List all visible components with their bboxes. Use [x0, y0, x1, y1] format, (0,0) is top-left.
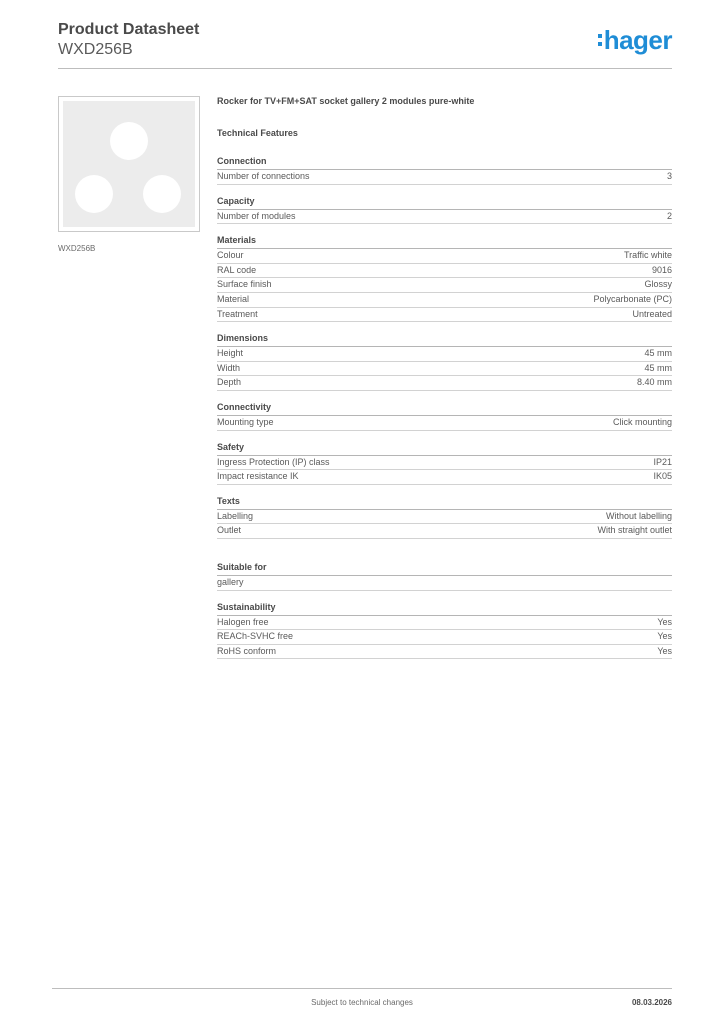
- product-code: WXD256B: [58, 41, 133, 58]
- section-title: Connectivity: [217, 401, 672, 416]
- feature-row: [217, 510, 672, 525]
- feature-row: [217, 249, 672, 264]
- feature-value: Polycarbonate (PC): [593, 293, 672, 304]
- feature-value: Yes: [657, 616, 672, 627]
- feature-label: Material: [217, 293, 250, 304]
- feature-label: Number of connections: [217, 171, 310, 181]
- feature-section: [217, 601, 672, 660]
- section-title: Capacity: [217, 195, 672, 210]
- feature-row: [217, 347, 672, 362]
- feature-row: [217, 293, 672, 308]
- footer-date: 08.03.2026: [631, 998, 672, 1007]
- header-divider: [58, 68, 672, 69]
- feature-section: [217, 332, 672, 391]
- feature-value: Yes: [657, 645, 672, 656]
- feature-row: [217, 362, 672, 377]
- section-title: Sustainability: [217, 601, 672, 616]
- feature-section: [217, 234, 672, 322]
- feature-value: 9016: [651, 264, 672, 275]
- datasheet-content: [217, 96, 672, 669]
- feature-value: Without labelling: [605, 510, 672, 521]
- socket-hole-left: [75, 175, 113, 213]
- feature-value: Traffic white: [623, 250, 672, 261]
- feature-section: [217, 401, 672, 431]
- page-title: Product Datasheet: [58, 21, 200, 38]
- feature-label: Impact resistance IK: [217, 471, 299, 482]
- feature-label: REACh-SVHC free: [217, 631, 294, 642]
- feature-label: Labelling: [217, 510, 254, 521]
- feature-label: Halogen free: [217, 616, 269, 627]
- logo-dots-icon: [598, 34, 602, 46]
- section-title: Safety: [217, 441, 672, 456]
- feature-label: Mounting type: [217, 416, 274, 427]
- feature-value: 45 mm: [644, 348, 672, 359]
- feature-value: IP21: [653, 456, 672, 467]
- logo-text: hager: [603, 25, 672, 55]
- feature-value: IK05: [653, 471, 672, 482]
- feature-label: gallery: [217, 576, 244, 587]
- section-title: Suitable for: [217, 561, 672, 576]
- feature-section: [217, 195, 672, 225]
- feature-row: [217, 524, 672, 539]
- cover-plate-illustration: [63, 101, 195, 227]
- feature-sections: [217, 155, 672, 659]
- feature-label: RAL code: [217, 264, 257, 275]
- feature-value: Yes: [657, 631, 672, 642]
- product-image: [58, 96, 200, 232]
- feature-value: Untreated: [632, 308, 672, 319]
- feature-label: Surface finish: [217, 279, 272, 290]
- feature-value: Click mounting: [612, 416, 672, 427]
- feature-value: 8.40 mm: [636, 377, 672, 388]
- section-title: Connection: [217, 155, 672, 170]
- technical-features-heading: Technical Features: [217, 128, 298, 138]
- section-title: Texts: [217, 495, 672, 510]
- page-header: [58, 20, 199, 60]
- footer-note: Subject to technical changes: [311, 998, 413, 1007]
- feature-row: [217, 308, 672, 323]
- feature-row: [217, 630, 672, 645]
- feature-section: [217, 155, 672, 185]
- product-description: Rocker for TV+FM+SAT socket gallery 2 modules pure-white: [217, 96, 475, 106]
- feature-row: [217, 456, 672, 471]
- section-title: Dimensions: [217, 332, 672, 347]
- feature-value: With straight outlet: [597, 525, 672, 536]
- feature-row: [217, 645, 672, 660]
- image-caption: WXD256B: [58, 244, 96, 253]
- feature-label: Number of modules: [217, 210, 296, 221]
- feature-section: [217, 495, 672, 539]
- feature-row: [217, 616, 672, 631]
- feature-label: Outlet: [217, 525, 242, 536]
- feature-value: 3: [666, 171, 672, 181]
- feature-label: Ingress Protection (IP) class: [217, 456, 330, 467]
- feature-label: Treatment: [217, 308, 258, 319]
- socket-hole-top: [110, 122, 148, 160]
- feature-row: [217, 576, 672, 591]
- feature-row: [217, 170, 672, 185]
- feature-section: [217, 441, 672, 485]
- feature-value: 45 mm: [644, 362, 672, 373]
- feature-row: [217, 376, 672, 391]
- feature-value: Glossy: [644, 279, 672, 290]
- socket-hole-right: [143, 175, 181, 213]
- feature-value: 2: [666, 210, 672, 221]
- brand-logo: [598, 26, 672, 54]
- feature-row: [217, 264, 672, 279]
- feature-label: Colour: [217, 250, 244, 261]
- section-title: Materials: [217, 234, 672, 249]
- feature-row: [217, 470, 672, 485]
- feature-section: [217, 561, 672, 591]
- feature-label: Height: [217, 348, 244, 359]
- feature-row: [217, 210, 672, 225]
- feature-label: Width: [217, 362, 241, 373]
- feature-label: Depth: [217, 377, 242, 388]
- feature-row: [217, 416, 672, 431]
- feature-row: [217, 278, 672, 293]
- feature-label: RoHS conform: [217, 645, 277, 656]
- footer-divider: [52, 988, 672, 989]
